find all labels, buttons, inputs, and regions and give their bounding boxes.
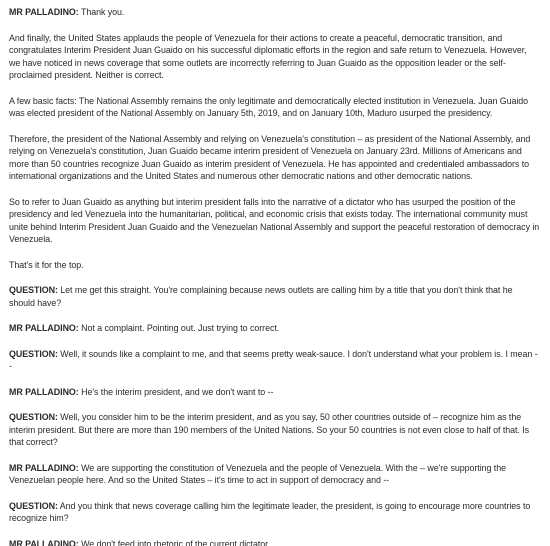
speaker-label: MR PALLADINO: [9, 386, 79, 397]
transcript-paragraph [9, 6, 540, 19]
transcript-paragraph [9, 259, 540, 272]
transcript-paragraph [9, 133, 540, 183]
transcript-paragraph [9, 538, 540, 546]
transcript-paragraph [9, 462, 540, 487]
speech-text: We don't feed into rhetoric of the current dictator. [78, 538, 270, 546]
speaker-label: QUESTION: [9, 285, 58, 295]
speaker-label: QUESTION: [9, 348, 58, 359]
speech-text: And finally, the United States applauds the people of Venezuela for their actions to create a peaceful, democratic transition, and congratulates Interim President Juan Guaido on his successful diplomatic efforts in the region and safe return to Venezuela. However, we have noticed in news coverage that some outlets are incorrectly referring to Juan Guaido as the opposition leader or the self-proclaimed president. Neither is correct. [9, 32, 527, 80]
speaker-label: QUESTION: [9, 412, 58, 422]
transcript-paragraph [9, 95, 540, 120]
speaker-label: MR PALLADINO: [9, 7, 79, 17]
speech-text: Well, you consider him to be the interim president, and as you say, 50 other countries outside of – recognize him as the interim president. But there are more than 190 members of the United Nations. So your 50 countries is not even close to half of that. Is that correct? [9, 412, 530, 447]
speech-text: A few basic facts: The National Assembly remains the only legitimate and democratically elected institution in Venezuela. Juan Guaido was elected president of the National Assembly on January 5th, 2019, and on January 10th, Maduro usurped the presidency. [9, 95, 529, 118]
speech-text: And you think that news coverage calling him the legitimate leader, the president, is going to encourage more countries to recognize him? [9, 500, 531, 523]
speaker-label: MR PALLADINO: [9, 538, 79, 546]
speech-text: Well, it sounds like a complaint to me, and that seems pretty weak-sauce. I don't understand what your problem is. I mean -- [9, 348, 538, 371]
transcript-paragraph [9, 322, 540, 335]
speech-text: Not a complaint. Pointing out. Just trying to correct. [78, 323, 280, 333]
speech-text: He's the interim president, and we don't want to -- [78, 386, 274, 397]
speech-text: So to refer to Juan Guaido as anything but interim president falls into the narrative of a dictator who has usurped the position of the presidency and led Venezuela into the humanitarian, political, and economic crisis that exists today. The international community must unite behind Interim President Juan Guaido and the Venezuelan National Assembly and support the peaceful restoration of democracy in Venezuela. [9, 196, 540, 244]
speech-text: Therefore, the president of the National Assembly and relying on Venezuela's constitution – as president of the National Assembly, and relying on Venezuela's constitution, Juan Guaido became interim president of Venezuela on January 23rd. Millions of Americans and more than 50 countries recognize Juan Guaido as interim president of Venezuela. He has appointed and credentialed ambassadors to international organizations and the United States and numerous other democratic nations and other democratic nations. [9, 133, 531, 181]
speech-text: Thank you. [78, 7, 125, 17]
transcript-paragraph [9, 386, 540, 399]
speaker-label: QUESTION: [9, 500, 58, 511]
transcript-paragraph [9, 348, 540, 373]
transcript-paragraph [9, 196, 540, 246]
transcript-paragraph [9, 32, 540, 82]
speech-text: Let me get this straight. You're complaining because news outlets are calling him by a title that you don't think that he should have? [9, 285, 513, 308]
speaker-label: MR PALLADINO: [9, 323, 79, 333]
transcript-paragraph [9, 284, 540, 309]
transcript-paragraph [9, 500, 540, 525]
speech-text: That's it for the top. [9, 259, 84, 270]
transcript-paragraph [9, 411, 540, 449]
speaker-label: MR PALLADINO: [9, 462, 79, 473]
speech-text: We are supporting the constitution of Venezuela and the people of Venezuela. With the – we're supporting the Venezuelan people here. And so the United States – it's time to act in support of democracy and -- [9, 462, 506, 485]
